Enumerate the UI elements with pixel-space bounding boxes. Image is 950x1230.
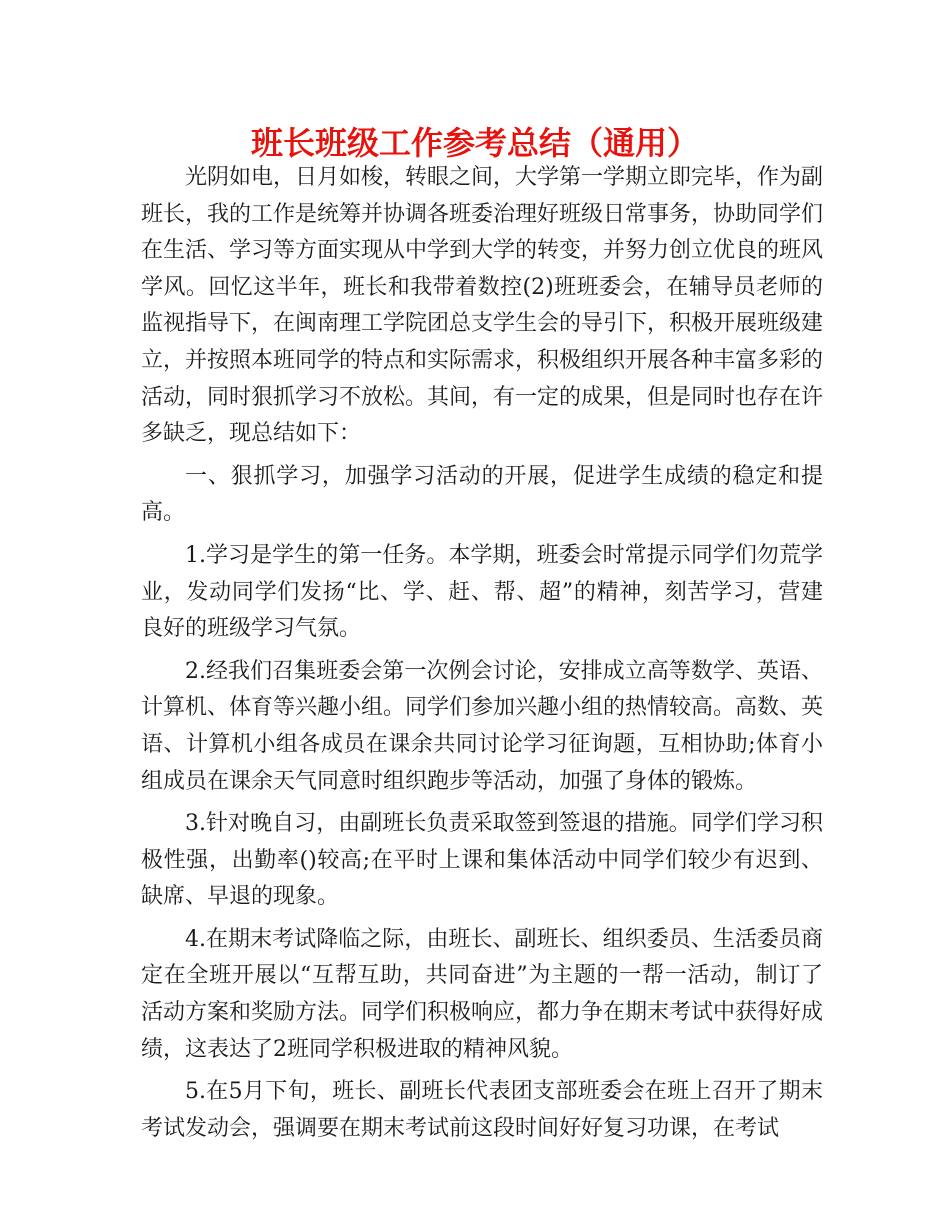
paragraph-item-3: 3.针对晚自习，由副班长负责采取签到签退的措施。同学们学习积极性强，出勤率()较高;在平时上课和集体活动中同学们较少有迟到、缺席、早退的现象。	[141, 811, 823, 910]
paragraph-item-5: 5.在5月下旬，班长、副班长代表团支部班委会在班上召开了期末考试发动会，强调要在期末考试前这段时间好好复习功课，在考试	[141, 1079, 823, 1141]
paragraph-item-2: 2.经我们召集班委会第一次例会讨论，安排成立高等数学、英语、计算机、体育等兴趣小组。同学们参加兴趣小组的热情较高。高数、英语、计算机小组各成员在课余共同讨论学习征询题，互相协助;体育小组成员在课余天气同意时组织跑步等活动，加强了身体的锻炼。	[141, 658, 824, 794]
document-title: 班长班级工作参考总结（通用）	[250, 124, 699, 162]
paragraph-section-heading: 一、狠抓学习，加强学习活动的开展，促进学生成绩的稳定和提高。	[141, 463, 823, 526]
paragraph-item-1: 1.学习是学生的第一任务。本学期，班委会时常提示同学们勿荒学业，发动同学们发扬“比、学、赶、帮、超”的精神，刻苦学习，营建良好的班级学习气氛。	[141, 542, 823, 642]
document-body	[141, 160, 823, 1153]
paragraph-intro: 光阴如电，日月如梭，转眼之间，大学第一学期立即完毕，作为副班长，我的工作是统筹并协调各班委治理好班级日常事务，协助同学们在生活、学习等方面实现从中学到大学的转变，并努力创立优良的班风学风。回忆这半年，班长和我带着数控(2)班班委会，在辅导员老师的监视指导下，在闽南理工学院团总支学生会的导引下，积极开展班级建立，并按照本班同学的特点和实际需求，积极组织开展各种丰富多彩的活动，同时狠抓学习不放松。其间，有一定的成果，但是同时也存在许多缺乏，现总结如下：	[141, 165, 824, 447]
paragraph-item-4: 4.在期末考试降临之际，由班长、副班长、组织委员、生活委员商定在全班开展以“互帮互助，共同奋进”为主题的一帮一活动，制订了活动方案和奖励方法。同学们积极响应，都力争在期末考试中获得好成绩，这表达了2班同学积极进取的精神风貌。	[141, 926, 824, 1062]
